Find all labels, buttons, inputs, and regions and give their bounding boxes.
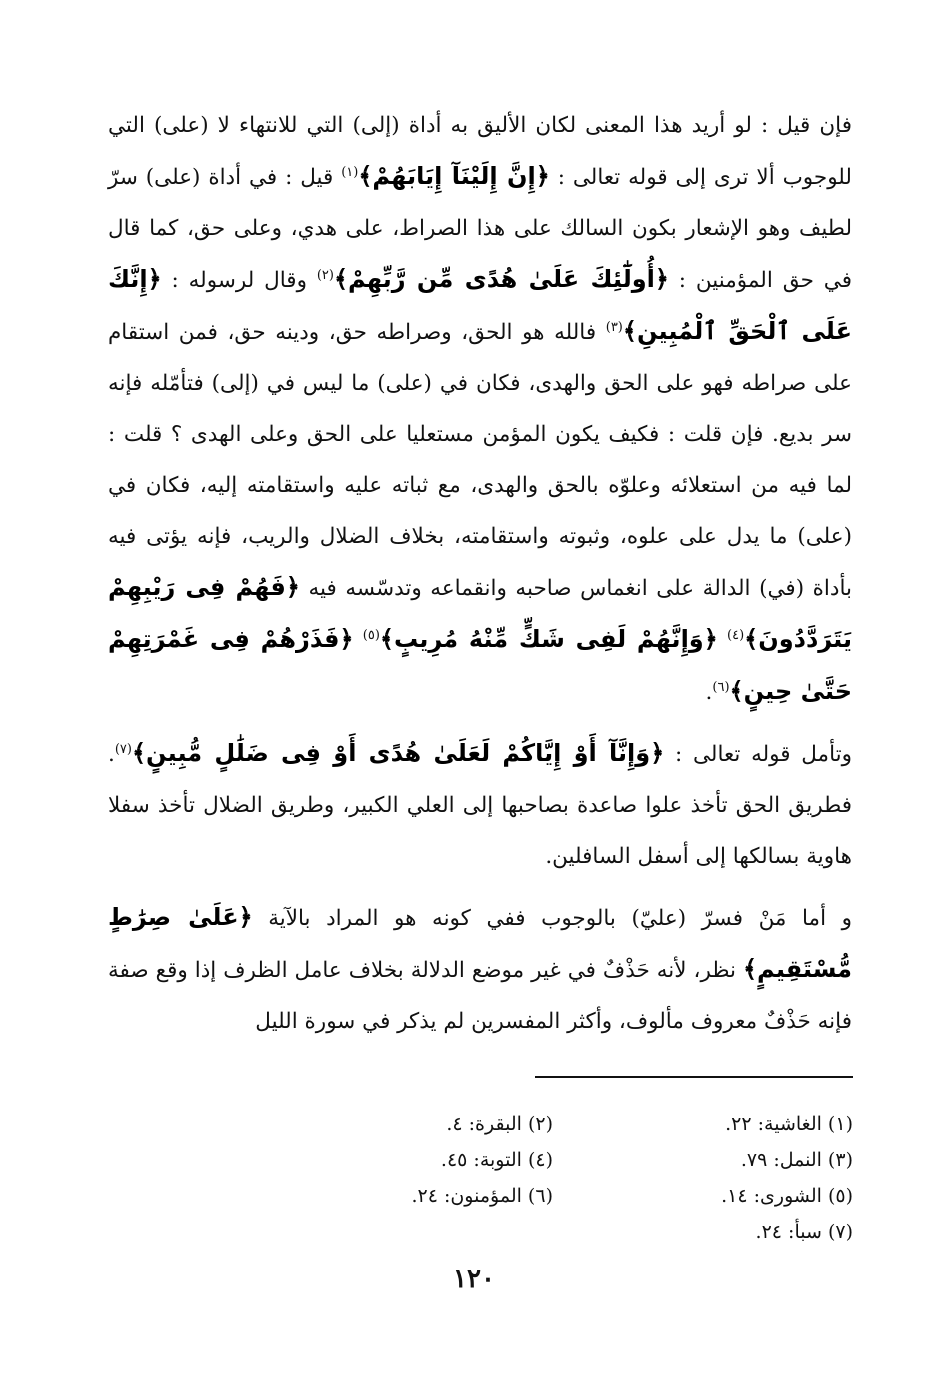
paragraph: [108, 100, 852, 718]
text-segment: وقال لرسوله :: [161, 268, 317, 293]
footnote-7: (٧) سبأ: ٢٤.: [755, 1221, 853, 1243]
footnote-6: (٦) المؤمنون: ٢٤.: [411, 1185, 553, 1207]
quran-quote: ﴿فَهُمْ فِى رَيْبِهِمْ يَتَرَدَّدُونَ﴾: [108, 573, 852, 653]
footnotes: [253, 1106, 853, 1250]
footnote-2: (٢) البقرة: ٤.: [446, 1113, 553, 1135]
footnote-3: (٣) النمل: ٧٩.: [740, 1149, 853, 1171]
footnote-marker: (١): [341, 164, 359, 180]
footnote-1: (١) الغاشية: ٢٢.: [725, 1113, 853, 1135]
footnote-marker: (٧): [114, 741, 132, 757]
quran-quote: ﴿عَلَىٰ صِرَٰطٍ مُّسْتَقِيمٍ﴾: [108, 903, 852, 983]
page-number: ١٢٠: [453, 1264, 495, 1294]
text-segment: قيل : في أداة (على) سرّ لطيف وهو الإشعار بكون السالك على هذا الصراط، على هدي، وعلى حق، كما قال في حق المؤمنين :: [108, 165, 852, 293]
text-segment: [354, 628, 363, 653]
text-segment: فالله هو الحق، وصراطه حق، ودينه حق، فمن استقام على صراطه فهو على الحق والهدى، فكان في (على) ما ليس في (إلى) فتأمّله فإنه سر بديع. فإن قلت : فكيف يكون المؤمن مستعليا على الحق وعلى الهدى ؟ قلت : لما فيه من استعلائه وعلوّه بالحق والهدى، مع ثباته عليه واستقامته إليه، فكان في (على) ما يدل على علوه، وثبوته واستقامته، بخلاف الضلال والريب، فإنه يؤتى فيه بأداة (في) الدالة على انغماس صاحبه وانقماعه وتدسّسه فيه: [108, 320, 852, 601]
paragraph: [108, 728, 852, 882]
quran-quote: ﴿إِنَّكَ عَلَى ٱلْحَقِّ ٱلْمُبِينِ﴾: [108, 265, 852, 345]
quran-quote: ﴿إِنَّ إِلَيْنَآ إِيَابَهُمْ﴾: [358, 162, 550, 190]
paragraph: [108, 892, 852, 1047]
footnote-marker: (٤): [727, 627, 745, 643]
text-segment: وتأمل قوله تعالى :: [664, 742, 852, 767]
text-segment: نظر، لأنه حَذْفٌ في غير موضع الدلالة بخلاف عامل الظرف إذا وقع صفة فإنه حَذْفٌ معروف مألوف، وأكثر المفسرين لم يذكر في سورة الليل: [108, 958, 852, 1034]
main-text: [108, 100, 852, 1047]
quran-quote: ﴿فَذَرْهُمْ فِى غَمْرَتِهِمْ حَتَّىٰ حِينٍ﴾: [108, 625, 852, 705]
footnote-4: (٤) التوبة: ٤٥.: [440, 1149, 553, 1171]
footnote-marker: (٢): [316, 267, 334, 283]
footnote-marker: (٥): [362, 627, 380, 643]
text-segment: فإن قيل : لو أريد هذا المعنى لكان الأليق به أداة (إلى) التي للانتهاء لا (على) التي للوجوب ألا ترى إلى قوله تعالى :: [108, 113, 852, 190]
text-segment: [718, 628, 727, 653]
quran-quote: ﴿أُولَٰٓئِكَ عَلَىٰ هُدًى مِّن رَّبِّهِمْ﴾: [333, 265, 669, 293]
footnote-5: (٥) الشورى: ١٤.: [721, 1185, 853, 1207]
footnote-separator: [535, 1076, 853, 1078]
quran-quote: ﴿وَإِنَّآ أَوْ إِيَّاكُمْ لَعَلَىٰ هُدًى أَوْ فِى ضَلَٰلٍ مُّبِينٍ﴾: [131, 739, 665, 767]
footnote-marker: (٦): [712, 679, 730, 695]
footnote-marker: (٣): [605, 319, 623, 335]
text-segment: .: [705, 680, 713, 705]
quran-quote: ﴿وَإِنَّهُمْ لَفِى شَكٍّ مِّنْهُ مُرِيبٍ﴾: [379, 625, 718, 653]
text-segment: . فطريق الحق تأخذ علوا صاعدة بصاحبها إلى العلي الكبير، وطريق الضلال تأخذ سفلا هاوية بسالكها إلى أسفل السافلين.: [108, 742, 852, 869]
text-segment: و أما مَنْ فسرّ (عليّ) بالوجوب ففي كونه هو المراد بالآية: [252, 906, 852, 931]
